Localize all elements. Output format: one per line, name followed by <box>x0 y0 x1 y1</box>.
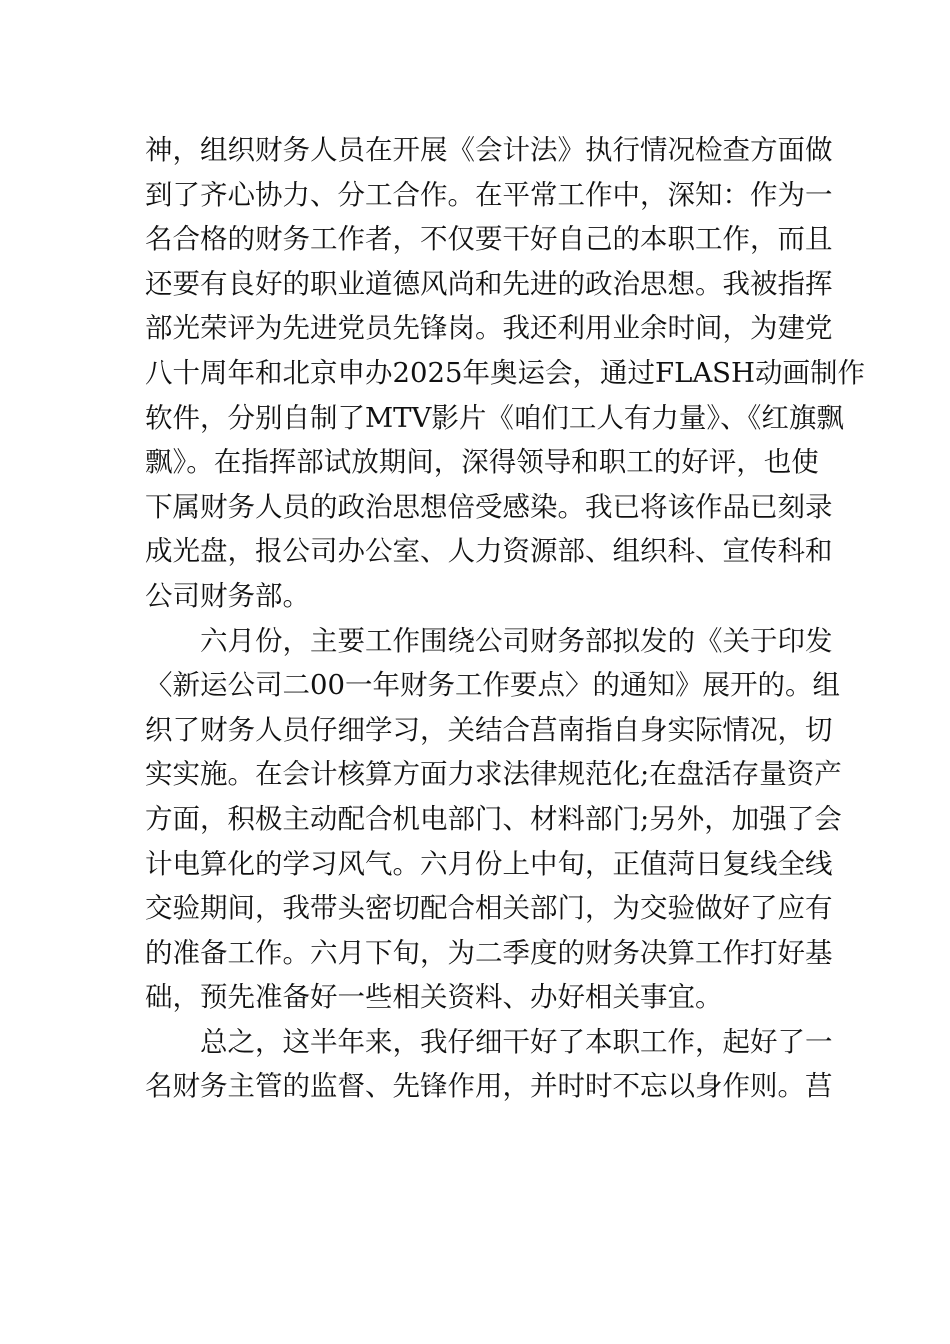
text-line: 神，组织财务人员在开展《会计法》执行情况检查方面做 <box>145 134 833 166</box>
text-line: 〈新运公司二00一年财务工作要点〉的通知》展开的。组 <box>145 669 840 702</box>
text-line: 软件，分别自制了MTV影片《咱们工人有力量》、《红旗飘 <box>145 401 844 434</box>
paragraph <box>145 128 866 619</box>
text-line: 实实施。在会计核算方面力求法律规范化;在盘活存量资产 <box>145 758 842 791</box>
text-line: 名合格的财务工作者，不仅要干好自己的本职工作，而且 <box>145 223 833 256</box>
text-line: 名财务主管的监督、先锋作用，并时时不忘以身作则。莒 <box>145 1070 833 1103</box>
text-line: 总之，这半年来，我仔细干好了本职工作，起好了一 <box>145 1025 833 1058</box>
text-line: 部光荣评为先进党员先锋岗。我还利用业余时间，为建党 <box>145 312 833 345</box>
text-line: 还要有良好的职业道德风尚和先进的政治思想。我被指挥 <box>145 267 833 300</box>
text-line: 计电算化的学习风气。六月份上中旬，正值菏日复线全线 <box>145 847 833 880</box>
text-line: 成光盘，报公司办公室、人力资源部、组织科、宣传科和 <box>145 535 833 568</box>
text-line: 到了齐心协力、分工合作。在平常工作中，深知：作为一 <box>145 178 833 211</box>
text-line: 的准备工作。六月下旬，为二季度的财务决算工作打好基 <box>145 936 833 969</box>
text-line: 飘》。在指挥部试放期间，深得领导和职工的好评，也使 <box>145 446 819 479</box>
text-line: 织了财务人员仔细学习，关结合莒南指自身实际情况，切 <box>145 713 833 746</box>
text-line: 公司财务部。 <box>145 579 310 612</box>
text-line: 础，预先准备好一些相关资料、办好相关事宜。 <box>145 981 723 1014</box>
text-line: 方面，积极主动配合机电部门、材料部门;另外，加强了会 <box>145 802 842 835</box>
text-line: 下属财务人员的政治思想倍受感染。我已将该作品已刻录 <box>145 490 833 523</box>
text-line: 六月份，主要工作围绕公司财务部拟发的《关于印发 <box>145 624 833 657</box>
text-line: 八十周年和北京申办2025年奥运会，通过FLASH动画制作 <box>145 356 866 389</box>
paragraph <box>145 619 842 1020</box>
document-body <box>145 128 866 1109</box>
text-line: 交验期间，我带头密切配合相关部门，为交验做好了应有 <box>145 892 833 925</box>
paragraph <box>145 1020 833 1109</box>
